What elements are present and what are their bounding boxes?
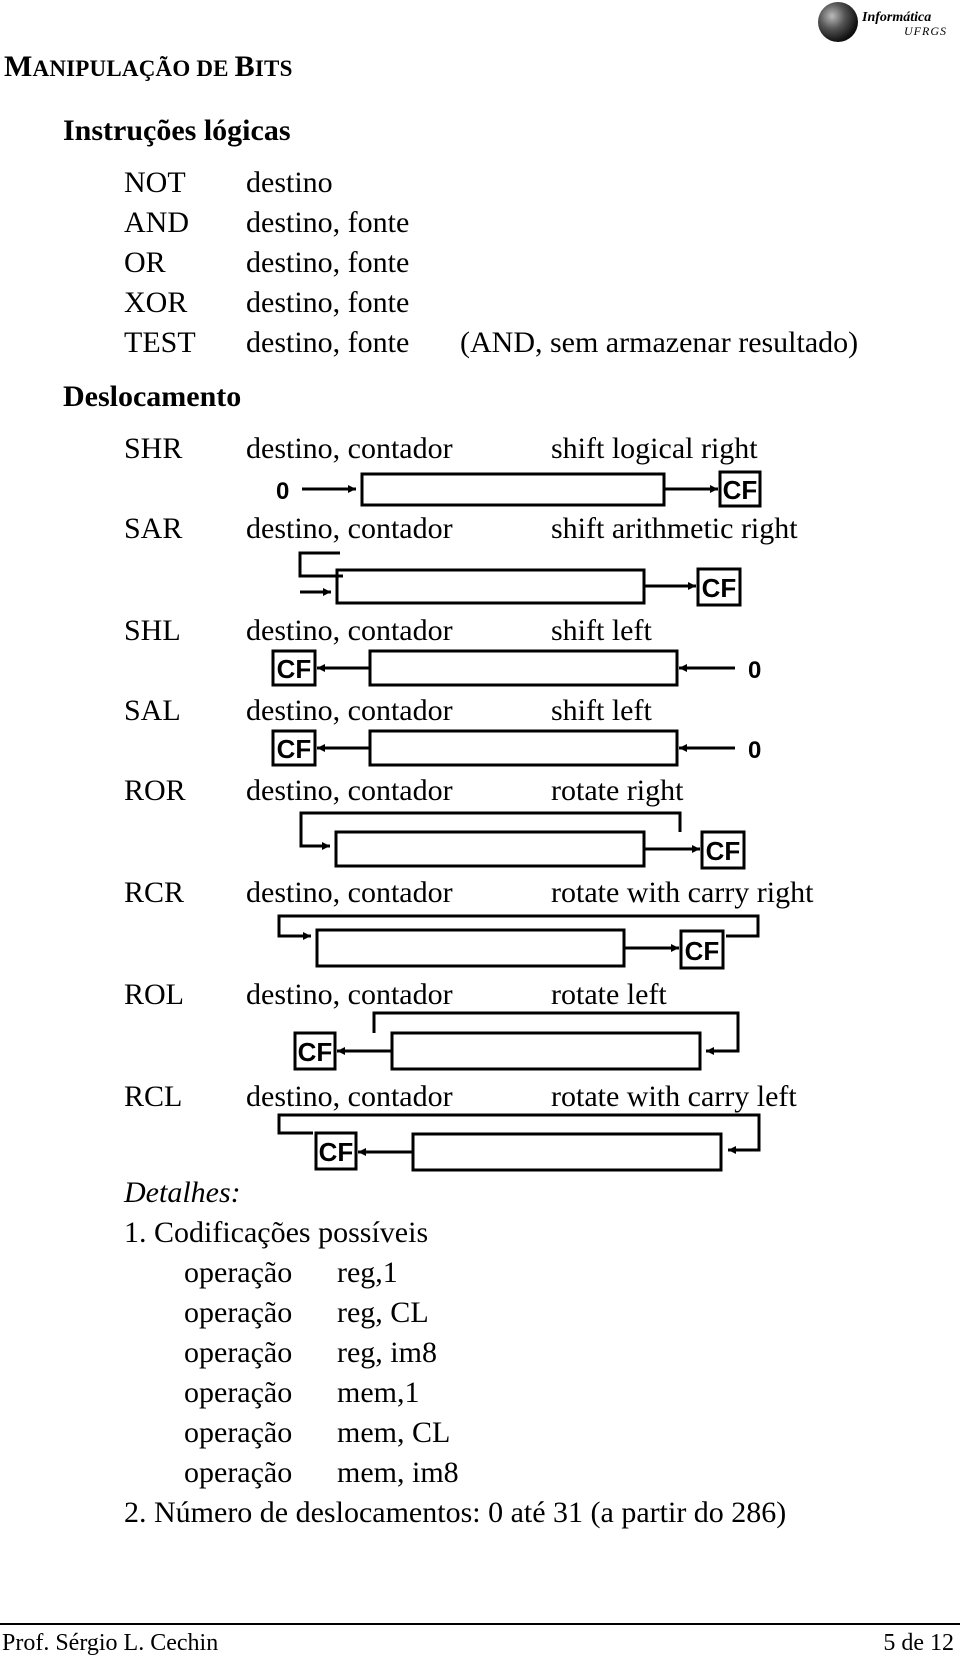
desc-sal: shift left bbox=[551, 694, 652, 727]
details-item-1: 1. Codificações possíveis bbox=[124, 1216, 429, 1249]
shl-register bbox=[370, 651, 677, 685]
operands-shl: destino, contador bbox=[246, 614, 453, 647]
operands-ror: destino, contador bbox=[246, 774, 453, 807]
operands-not: destino bbox=[246, 166, 333, 199]
footer-author: Prof. Sérgio L. Cechin bbox=[2, 1630, 219, 1656]
operands-shr: destino, contador bbox=[246, 432, 453, 465]
logical-heading: Instruções lógicas bbox=[63, 114, 291, 147]
logo-line2: UFRGS bbox=[904, 24, 947, 38]
diagram-sar bbox=[300, 553, 740, 605]
diagram-rol bbox=[295, 1013, 738, 1069]
operands-rol: destino, contador bbox=[246, 978, 453, 1011]
sal-register bbox=[370, 731, 677, 765]
operands-sar: destino, contador bbox=[246, 512, 453, 545]
sal-cf-label: CF bbox=[276, 734, 312, 764]
diagram-ror bbox=[301, 813, 744, 868]
sar-cf-label: CF bbox=[701, 573, 737, 603]
mnemonic-rol: ROL bbox=[124, 978, 184, 1011]
operands-or: destino, fonte bbox=[246, 246, 410, 279]
desc-rol: rotate left bbox=[551, 978, 667, 1011]
desc-ror: rotate right bbox=[551, 774, 684, 807]
encoding-arg: mem, CL bbox=[337, 1416, 451, 1449]
encoding-op: operação bbox=[184, 1456, 293, 1489]
rol-register bbox=[392, 1033, 700, 1069]
mnemonic-xor: XOR bbox=[124, 286, 188, 319]
mnemonic-shl: SHL bbox=[124, 614, 181, 647]
operands-rcl: destino, contador bbox=[246, 1080, 453, 1113]
desc-rcl: rotate with carry left bbox=[551, 1080, 797, 1113]
mnemonic-rcr: RCR bbox=[124, 876, 185, 909]
diagram-shl bbox=[273, 651, 735, 685]
shift-heading: Deslocamento bbox=[63, 380, 242, 413]
mnemonic-sal: SAL bbox=[124, 694, 181, 727]
mnemonic-rcl: RCL bbox=[124, 1080, 183, 1113]
operands-test: destino, fonte bbox=[246, 326, 410, 359]
operands-xor: destino, fonte bbox=[246, 286, 410, 319]
rcl-register bbox=[413, 1134, 721, 1170]
details-item-2: 2. Número de deslocamentos: 0 até 31 (a partir do 286) bbox=[124, 1496, 787, 1529]
mnemonic-ror: ROR bbox=[124, 774, 186, 807]
mnemonic-or: OR bbox=[124, 246, 166, 279]
desc-sar: shift arithmetic right bbox=[551, 512, 798, 545]
desc-shl: shift left bbox=[551, 614, 652, 647]
operands-sal: destino, contador bbox=[246, 694, 453, 727]
operands-rcr: destino, contador bbox=[246, 876, 453, 909]
footer-divider bbox=[0, 1623, 960, 1625]
mnemonic-not: NOT bbox=[124, 166, 186, 199]
rol-cf-label: CF bbox=[297, 1037, 333, 1067]
sal-zero-label: 0 bbox=[748, 737, 762, 764]
details-label: Detalhes: bbox=[124, 1176, 241, 1209]
rcr-register bbox=[317, 930, 624, 966]
note-test: (AND, sem armazenar resultado) bbox=[460, 326, 859, 359]
shr-register bbox=[362, 474, 664, 505]
mnemonic-shr: SHR bbox=[124, 432, 183, 465]
encoding-arg: mem,1 bbox=[337, 1376, 420, 1409]
mnemonic-and: AND bbox=[124, 206, 189, 239]
rcr-loop bbox=[279, 916, 758, 936]
encoding-arg: reg,1 bbox=[337, 1256, 398, 1289]
diagram-shr bbox=[302, 472, 760, 506]
mnemonic-sar: SAR bbox=[124, 512, 183, 545]
desc-rcr: rotate with carry right bbox=[551, 876, 814, 909]
diagram-sal bbox=[273, 731, 735, 765]
desc-shr: shift logical right bbox=[551, 432, 758, 465]
encoding-arg: reg, im8 bbox=[337, 1336, 437, 1369]
ror-loop bbox=[301, 813, 680, 846]
encoding-arg: mem, im8 bbox=[337, 1456, 459, 1489]
encoding-arg: reg, CL bbox=[337, 1296, 429, 1329]
shl-cf-label: CF bbox=[276, 654, 312, 684]
encoding-op: operação bbox=[184, 1376, 293, 1409]
shr-cf-label: CF bbox=[722, 475, 758, 505]
ror-cf-label: CF bbox=[705, 836, 741, 866]
sar-register bbox=[337, 570, 644, 603]
shr-zero-label: 0 bbox=[276, 478, 290, 505]
page-title: MANIPULAÇÃO DE BITS bbox=[4, 50, 293, 83]
shl-zero-label: 0 bbox=[748, 657, 762, 684]
encoding-op: operação bbox=[184, 1336, 293, 1369]
rcr-cf-label: CF bbox=[684, 936, 720, 966]
footer-page-number: 5 de 12 bbox=[883, 1630, 954, 1656]
operands-and: destino, fonte bbox=[246, 206, 410, 239]
rcl-cf-label: CF bbox=[318, 1137, 354, 1167]
encoding-op: operação bbox=[184, 1296, 293, 1329]
logo-line1: Informática bbox=[862, 10, 932, 25]
ror-register bbox=[336, 832, 644, 866]
encoding-op: operação bbox=[184, 1416, 293, 1449]
encoding-op: operação bbox=[184, 1256, 293, 1289]
mnemonic-test: TEST bbox=[124, 326, 196, 359]
